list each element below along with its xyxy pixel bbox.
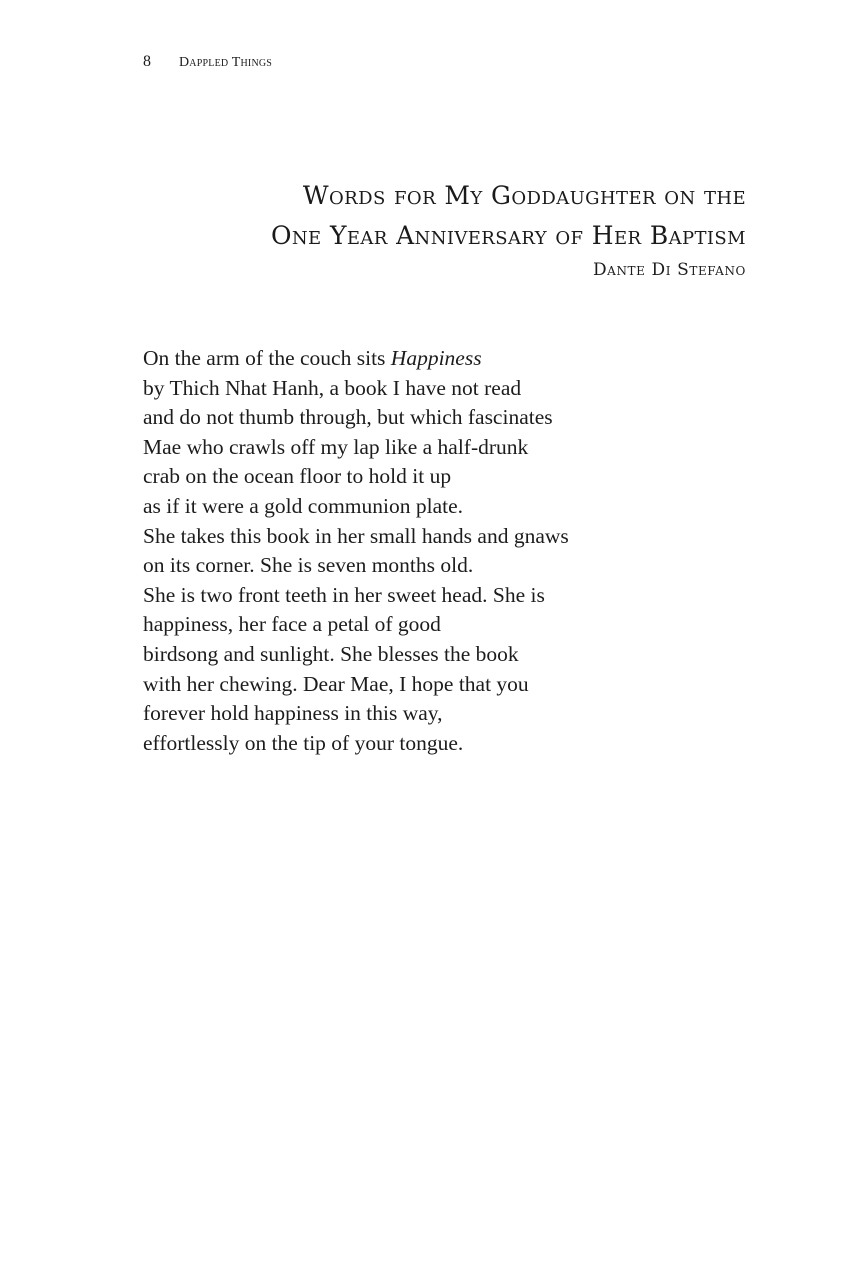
poem-line: birdsong and sunlight. She blesses the book [143,641,519,666]
page-number: 8 [143,53,151,70]
poem-line: forever hold happiness in this way, [143,701,443,726]
poem-line: crab on the ocean floor to hold it up [143,464,452,489]
running-head [143,53,272,73]
poem-line: She is two front teeth in her sweet head. She is [143,582,545,607]
poem-line-text: On the arm of the couch sits [143,346,391,370]
journal-name: Dappled Things [179,55,273,70]
author-name: Dante Di Stefano [592,260,746,280]
poem-line: happiness, her face a petal of good [143,612,441,637]
poem-line: She takes this book in her small hands and gnaws [143,523,569,548]
poem-line: on its corner. She is seven months old. [143,553,474,578]
title-block [126,176,746,282]
poem-line: and do not thumb through, but which fascinates [143,405,553,430]
poem-line: as if it were a gold communion plate. [143,493,464,518]
poem-line: effortlessly on the tip of your tongue. [143,730,464,755]
poem-body [143,344,703,758]
book-title-italic: Happiness [390,346,482,370]
poem-line [143,344,703,374]
poem-line: by Thich Nhat Hanh, a book I have not read [143,375,522,400]
poem-title-line-2: One Year Anniversary of Her Baptism [271,221,746,250]
poem-line: Mae who crawls off my lap like a half-drunk [143,434,529,459]
poem-title-line-1: Words for My Goddaughter on the [302,181,746,210]
poem-line: with her chewing. Dear Mae, I hope that you [143,671,529,696]
